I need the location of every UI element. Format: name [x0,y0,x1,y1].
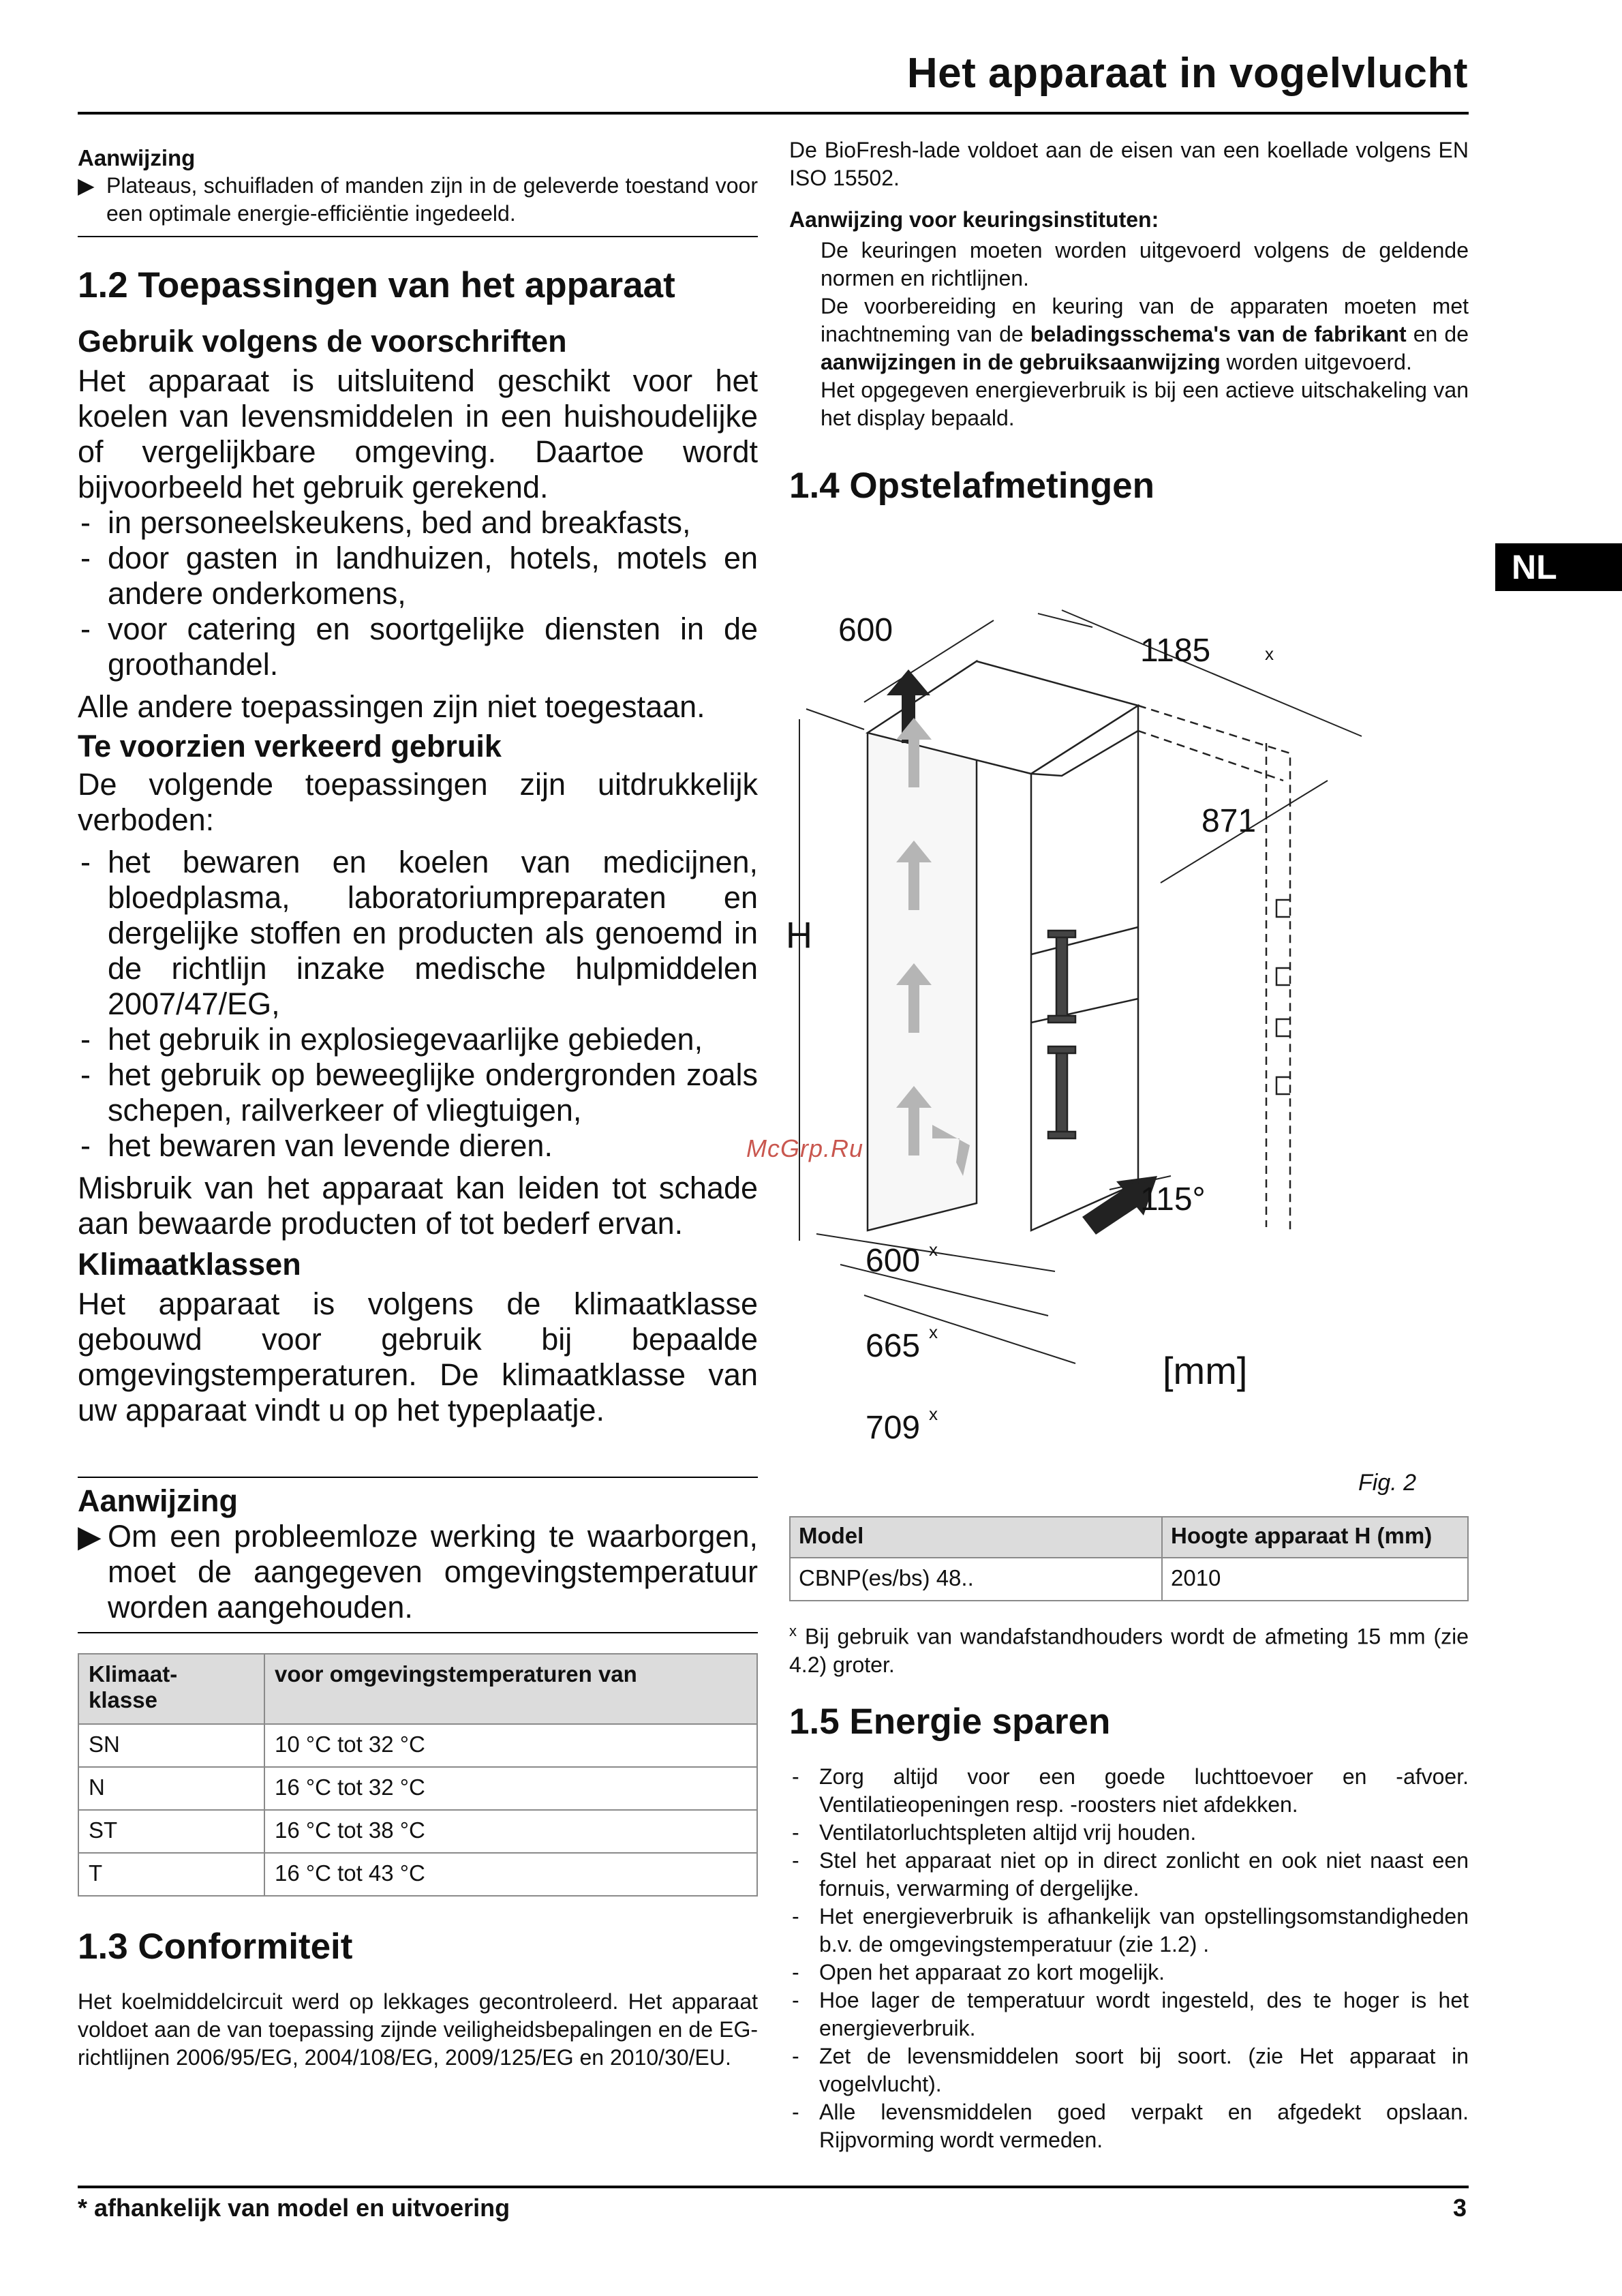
list-item: - het bewaren van levende dieren. [80,1128,553,1163]
installation-dimensions-figure [786,545,1471,1500]
section-title: 1.3 Conformiteit [78,1927,353,1967]
divider [78,1477,758,1478]
energy-tips-list [789,1763,1469,2154]
subheading-klimaat: Klimaatklassen [78,1247,301,1282]
list-item: - het bewaren en koelen van medicijnen, bloedplasma, laboratoriumpreparaten en dergelijke stoffen en producten als genoemd in de richtlijn inzake medische hulpmiddelen 2007/47/EG, [80,845,758,1021]
subheading-gebruik: Gebruik volgens de voorschriften [78,324,567,359]
table-row: ST 16 °C tot 38 °C [78,1810,757,1853]
svg-text:x: x [929,1239,938,1260]
list-item: - door gasten in landhuizen, hotels, motels en andere onderkomens, [80,541,758,611]
footer-rule [78,2186,1469,2188]
table-row: SN 10 °C tot 32 °C [78,1724,757,1767]
table-row: T 16 °C tot 43 °C [78,1853,757,1896]
note-item [78,1519,758,1625]
table-header: Klimaat- klasse [78,1654,264,1724]
triangle-icon: ▶ [78,173,95,198]
list-item: - Het energieverbruik is afhankelijk van opstellingsomstandigheden b.v. de omgevingstemperatuur (zie 1.2) . [792,1904,1469,1957]
list-item: - het gebruik in explosiegevaarlijke gebieden, [80,1022,703,1057]
subheading-verkeerd: Te voorzien verkeerd gebruik [78,729,502,764]
dim-600-depth: 600 [866,1243,921,1279]
section-1-2 [78,265,758,1428]
note-item [78,172,758,228]
note-mid [78,1483,758,1625]
table-header: voor omgevingstemperaturen van [264,1654,757,1724]
triangle-icon: ▶ [78,1519,102,1554]
dim-angle: 115° [1140,1181,1206,1218]
keuring-line-2: De voorbereiding en keuring van de apparaten moeten met inachtneming van de beladingsschema's van de fabrikant en de aanwijzingen in de gebruiksaanwijzing worden uitgevoerd. [821,294,1469,374]
open-door-outline [1138,706,1290,1234]
note-label: Aanwijzing [78,1483,238,1518]
list-item: - Zet de levensmiddelen soort bij soort. (zie Het apparaat in vogelvlucht). [792,2044,1469,2096]
note-top [78,145,758,228]
footnote: $^x$ Bij gebruik van wandafstandhouders wordt de afmeting 15 mm (zie 4.2) groter. [789,1622,1469,1677]
table-row: CBNP(es/bs) 48.. 2010 [790,1558,1468,1601]
paragraph: Misbruik van het apparaat kan leiden tot schade aan bewaarde producten of tot bederf ervan. [78,1170,758,1241]
divider [78,236,758,237]
page-number: 3 [1453,2194,1467,2222]
language-tab: NL [1495,543,1622,591]
misuse-list [78,845,758,1164]
paragraph: Alle andere toepassingen zijn niet toegestaan. [78,689,705,724]
list-item: - Stel het apparaat niet op in direct zonlicht en ook niet naast een fornuis, verwarming of dergelijke. [792,1848,1469,1901]
section-1-3 [78,1926,758,2072]
list-item: - het gebruik op beweeglijke ondergronden zoals schepen, railverkeer of vliegtuigen, [80,1057,758,1128]
footer-note: * afhankelijk van model en uitvoering [78,2194,510,2222]
section-title: 1.2 Toepassingen van het apparaat [78,265,675,305]
dim-871: 871 [1202,803,1257,839]
left-column [78,145,758,228]
note-label: Aanwijzing [78,145,196,170]
svg-text:x: x [929,1404,938,1424]
svg-text:x: x [1265,644,1274,664]
svg-text:x: x [929,1322,938,1342]
table-header: Model [790,1517,1162,1558]
divider [78,1632,758,1633]
list-item: - Open het apparaat zo kort mogelijk. [792,1960,1165,1984]
list-item: - Ventilatorluchtspleten altijd vrij houden. [792,1820,1197,1845]
dim-600-top: 600 [838,612,893,648]
table-row: N 16 °C tot 32 °C [78,1767,757,1810]
section-title: 1.4 Opstelafmetingen [789,466,1155,506]
list-item: - in personeelskeukens, bed and breakfasts, [80,505,691,540]
dim-1185: 1185 [1140,633,1211,669]
paragraph: De BioFresh-lade voldoet aan de eisen van een koellade volgens EN ISO 15502. [789,138,1469,190]
note-text: Plateaus, schuifladen of manden zijn in de geleverde toestand voor een optimale energie-efficiëntie ingedeeld. [106,173,758,226]
usage-list [78,505,758,682]
paragraph: Het koelmiddelcircuit werd op lekkages gecontroleerd. Het apparaat voldoet aan de van toepassing zijnde veiligheidsbepalingen en de EG-richtlijnen 2006/95/EG, 2004/108/EG, 2009/125/EG en 2010/30/EU. [78,1989,758,2070]
fridge-front [1031,706,1138,1230]
paragraph: Het apparaat is volgens de klimaatklasse gebouwd voor gebruik bij bepaalde omgevingstemperaturen. De klimaatklasse van uw apparaat vindt u op het typeplaatje. [78,1286,758,1428]
header-rule [78,112,1469,115]
paragraph: Het apparaat is uitsluitend geschikt voor het koelen van levensmiddelen in een huishoudelijke of vergelijkbare omgeving. Daartoe wordt bijvoorbeeld het gebruik gerekend. [78,363,758,504]
section-1-5 [789,1701,1469,2154]
figure-caption: Fig. 2 [1358,1470,1417,1496]
dim-height: H [786,915,812,956]
climate-table [78,1653,758,1897]
right-column-top [789,136,1469,507]
section-title: 1.5 Energie sparen [789,1702,1111,1742]
page-header-title: Het apparaat in vogelvlucht [906,50,1468,97]
dim-709: 709 [866,1410,921,1446]
keuring-label: Aanwijzing voor keuringsinstituten: [789,207,1159,232]
model-table [789,1516,1469,1601]
keuring-text: De keuringen moeten worden uitgevoerd volgens de geldende normen en richtlijnen. De voorbereiding en keuring van de apparaten moeten met inachtneming van de beladingsschema's van de fabrikant en de aanwijzingen in de gebruiksaanwijzing worden uitgevoerd. Het opgegeven energieverbruik is bij een actieve uitschakeling van het display bepaald. [821,238,1469,430]
list-item: - Zorg altijd voor een goede luchttoevoer en -afvoer. Ventilatieopeningen resp. -roosters niet afdekken. [792,1764,1469,1817]
door-handle [1056,934,1067,1019]
note-text: Om een probleemloze werking te waarborgen, moet de aangegeven omgevingstemperatuur worden aangehouden. [108,1519,758,1625]
list-item: - Alle levensmiddelen goed verpakt en afgedekt opslaan. Rijpvorming wordt vermeden. [792,2100,1469,2152]
dim-665: 665 [866,1328,921,1364]
watermark: McGrp.Ru [746,1134,864,1162]
list-item: - voor catering en soortgelijke diensten in de groothandel. [80,611,758,682]
unit-label: [mm] [1163,1349,1248,1392]
table-header: Hoogte apparaat H (mm) [1162,1517,1468,1558]
list-item: - Hoe lager de temperatuur wordt ingesteld, des te hoger is het energieverbruik. [792,1988,1469,2040]
door-handle [1056,1050,1067,1135]
paragraph: De volgende toepassingen zijn uitdrukkelijk verboden: [78,767,758,837]
